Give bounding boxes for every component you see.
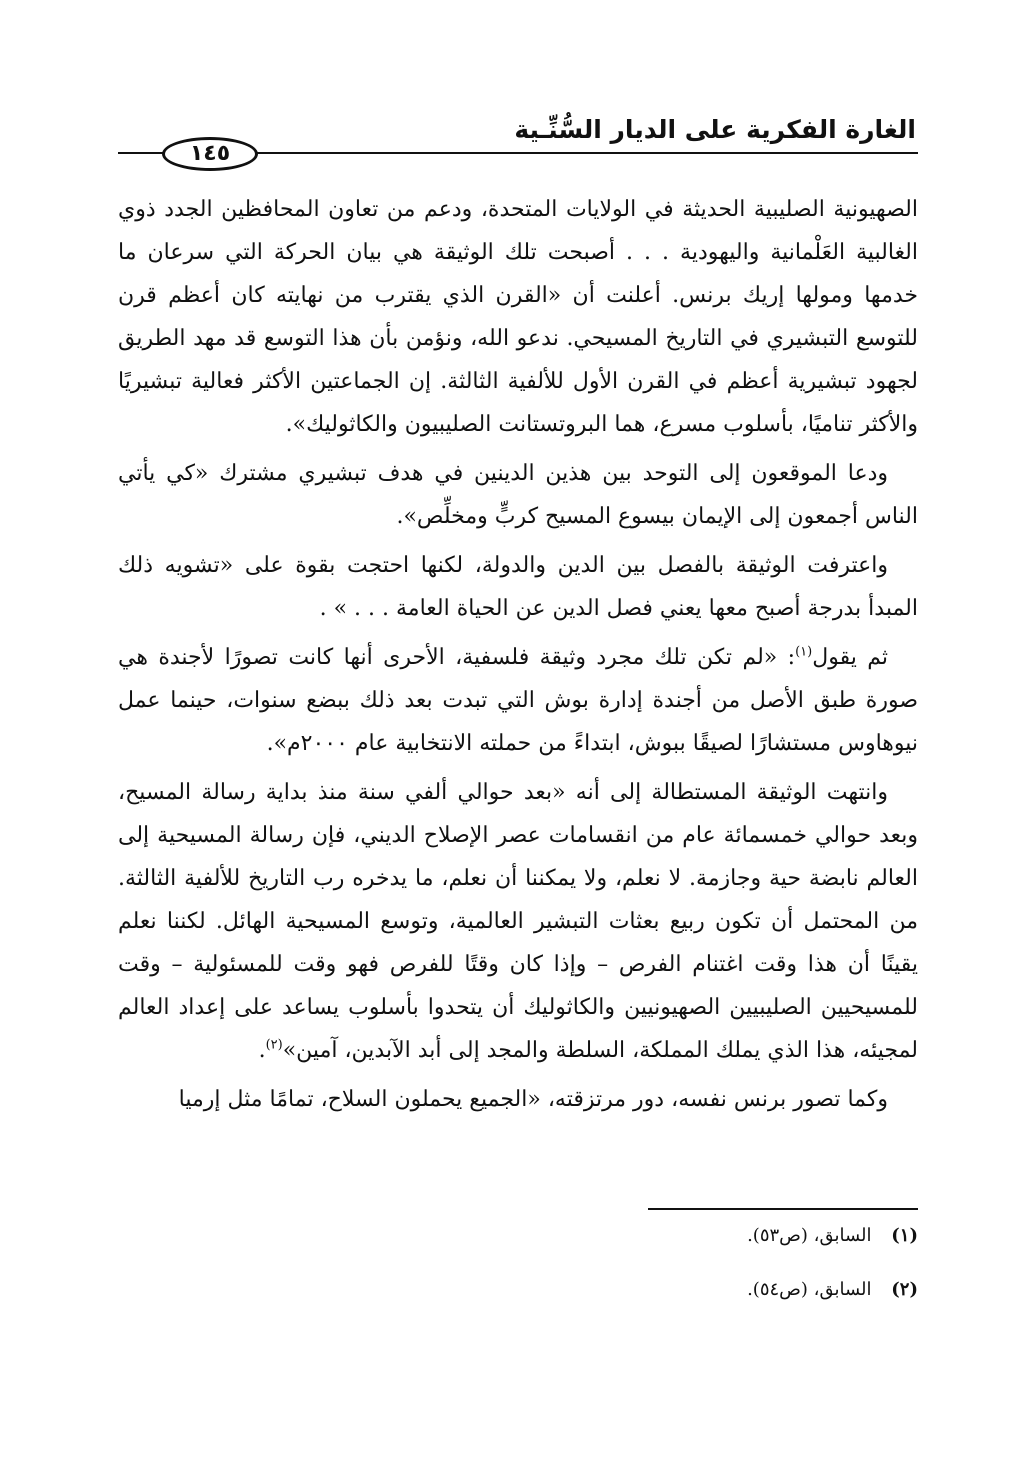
paragraph-5 xyxy=(118,771,918,1072)
paragraph-5-end: . xyxy=(258,1038,266,1063)
footnote-1 xyxy=(218,1222,918,1250)
paragraph-1: الصهيونية الصليبية الحديثة في الولايات المتحدة، ودعم من تعاون المحافظين الجدد ذوي الغالبية العَلْمانية واليهودية . . . أصبحت تلك الوثيقة هي بيان الحركة التي سرعان ما خدمها ومولها إريك برنس. أعلنت أن «القرن الذي يقترب من نهايته كان أعظم قرن للتوسع التبشيري في التاريخ المسيحي. ندعو الله، ونؤمن بأن هذا التوسع قد مهد الطريق لجهود تبشيرية أعظم في القرن الأول للألفية الثالثة. إن الجماعتين الأكثر فعالية تبشيريًا والأكثر تناميًا، بأسلوب مسرع، هما البروتستانت الصليبيون والكاثوليك». xyxy=(118,197,918,437)
footnote-separator xyxy=(648,1208,918,1210)
main-text xyxy=(118,188,918,1121)
paragraph-4-lead: ثم يقول xyxy=(812,645,889,670)
paragraph-3: واعترفت الوثيقة بالفصل بين الدين والدولة، لكنها احتجت بقوة على «تشويه ذلك المبدأ بدرجة أصبح معها يعني فصل الدين عن الحياة العامة . . . » . xyxy=(118,553,918,621)
footnote-2-text: السابق، (ص٥٤). xyxy=(747,1279,872,1300)
paragraph-2: ودعا الموقعون إلى التوحد بين هذين الدينين في هدف تبشيري مشترك «كي يأتي الناس أجمعون إلى الإيمان بيسوع المسيح كربٍّ ومخلِّص». xyxy=(118,461,918,529)
footnote-1-text: السابق، (ص٥٣). xyxy=(747,1225,872,1246)
footnote-1-number: (١) xyxy=(891,1225,918,1246)
footnote-ref-1[interactable]: (١) xyxy=(795,644,813,660)
running-title: الغارة الفكرية على الديار السُّنِّـية xyxy=(514,115,916,144)
paragraph-4-text: : «لم تكن تلك مجرد وثيقة فلسفية، الأحرى أنها كانت تصورًا لأجندة هي صورة طبق الأصل من أجندة إدارة بوش التي تبدت بعد ذلك ببضع سنوات، حينما عمل نيوهاوس مستشارًا لصيقًا ببوش، ابتداءً من حملته الانتخابية عام ٢٠٠٠م». xyxy=(118,645,918,756)
page-number-badge: ١٤٥ xyxy=(162,137,258,171)
paragraph-4 xyxy=(118,636,918,765)
paragraph-6: وكما تصور برنس نفسه، دور مرتزقته، «الجميع يحملون السلاح، تمامًا مثل إرميا xyxy=(178,1087,888,1112)
paragraph-5-text: وانتهت الوثيقة المستطالة إلى أنه «بعد حوالي ألفي سنة منذ بداية رسالة المسيح، وبعد حوالي خمسمائة عام من انقسامات عصر الإصلاح الديني، فإن رسالة المسيحية إلى العالم نابضة حية وجازمة. لا نعلم، ولا يمكننا أن نعلم، ما يدخره رب التاريخ للألفية الثالثة. من المحتمل أن تكون ربيع بعثات التبشير العالمية، وتوسع المسيحية الهائل. لكننا نعلم يقينًا أن هذا وقت اغتنام الفرص – وإذا كان وقتًا للفرص فهو وقت للمسئولية – وقت للمسيحيين الصليبيين الصهيونيين والكاثوليك أن يتحدوا بأسلوب يساعد على إعداد العالم لمجيئه، هذا الذي يملك المملكة، السلطة والمجد إلى أبد الآبدين، آمين» xyxy=(118,780,918,1063)
footnotes xyxy=(218,1222,918,1330)
footnote-ref-2[interactable]: (٢) xyxy=(265,1037,283,1053)
footnote-2 xyxy=(218,1276,918,1304)
footnote-2-number: (٢) xyxy=(891,1279,918,1300)
